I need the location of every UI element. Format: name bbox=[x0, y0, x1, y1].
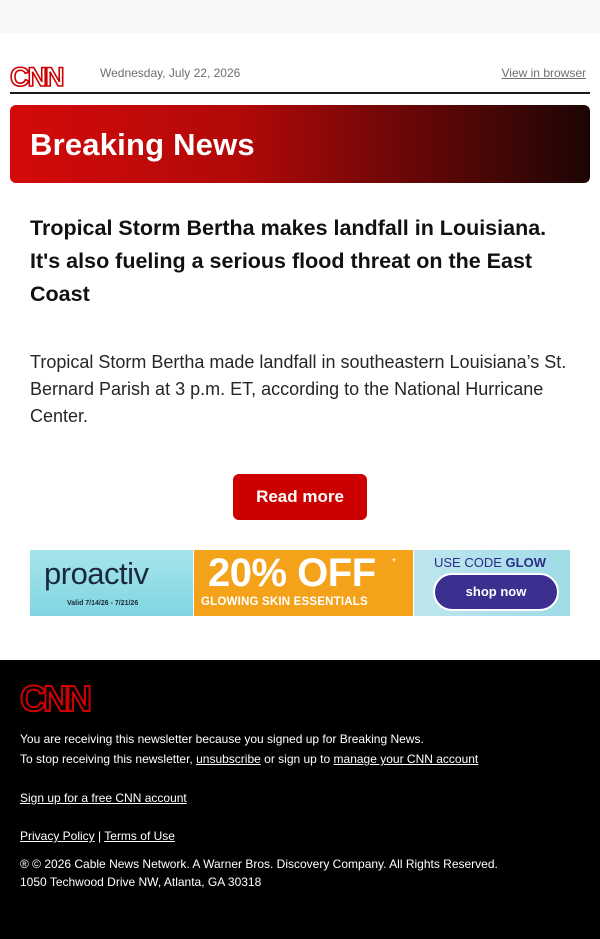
svg-text:CNN: CNN bbox=[10, 62, 63, 90]
ad-subline: GLOWING SKIN ESSENTIALS bbox=[201, 596, 368, 608]
issue-date: Wednesday, July 22, 2026 bbox=[100, 66, 241, 80]
manage-account-link[interactable]: manage your CNN account bbox=[333, 752, 479, 766]
proactiv-ad-banner[interactable] bbox=[30, 550, 570, 616]
ad-brand-logo: proactiv bbox=[44, 556, 149, 591]
cnn-footer-logo bbox=[20, 679, 96, 717]
unsubscribe-link[interactable]: unsubscribe bbox=[196, 752, 261, 766]
footer-address: 1050 Techwood Drive NW, Atlanta, GA 30318 bbox=[20, 875, 262, 889]
footer-unsubscribe-mid: or sign up to bbox=[260, 752, 334, 766]
top-spacer bbox=[0, 0, 600, 33]
view-in-browser-link[interactable]: View in browser bbox=[501, 66, 586, 80]
ad-brand-panel bbox=[30, 550, 193, 616]
shop-now-button[interactable]: shop now bbox=[433, 573, 559, 611]
ad-cta-panel bbox=[414, 550, 570, 616]
footer bbox=[0, 660, 600, 939]
terms-of-use-link[interactable]: Terms of Use bbox=[104, 829, 175, 843]
legal-separator: | bbox=[94, 829, 105, 843]
signup-link[interactable]: Sign up for a free CNN account bbox=[20, 791, 187, 805]
read-more-button[interactable]: Read more bbox=[233, 474, 367, 520]
footer-signup-line bbox=[20, 791, 187, 805]
ad-offer-panel bbox=[194, 550, 413, 616]
footer-copyright: ® © 2026 Cable News Network. A Warner Bros. Discovery Company. All Rights Reserved. bbox=[20, 857, 498, 871]
footer-unsubscribe-line bbox=[20, 752, 478, 766]
privacy-policy-link[interactable]: Privacy Policy bbox=[20, 829, 95, 843]
banner-title: Breaking News bbox=[30, 127, 255, 162]
footer-legal-links bbox=[20, 829, 175, 843]
article-headline[interactable]: Tropical Storm Bertha makes landfall in Louisiana. It's also fueling a serious flood threat on the East Coast bbox=[30, 216, 547, 306]
footer-subscription-note: You are receiving this newsletter because you signed up for Breaking News. bbox=[20, 732, 424, 746]
ad-valid-dates: Valid 7/14/26 - 7/21/26 bbox=[67, 600, 139, 607]
footer-unsubscribe-prefix: To stop receiving this newsletter, bbox=[20, 752, 197, 766]
ad-offer-asterisk: * bbox=[392, 557, 396, 568]
breaking-news-banner bbox=[10, 105, 590, 183]
cnn-logo[interactable] bbox=[10, 62, 66, 90]
article-summary: Tropical Storm Bertha made landfall in southeastern Louisiana’s St. Bernard Parish at 3 p.m. ET, according to the National Hurricane Center. bbox=[30, 352, 567, 426]
ad-code: GLOW bbox=[505, 555, 546, 570]
ad-promo-code bbox=[434, 555, 546, 570]
ad-code-prefix: USE CODE bbox=[434, 555, 502, 570]
ad-offer: 20% OFF bbox=[208, 551, 376, 595]
email-header bbox=[10, 58, 590, 94]
svg-text:CNN: CNN bbox=[20, 679, 89, 717]
